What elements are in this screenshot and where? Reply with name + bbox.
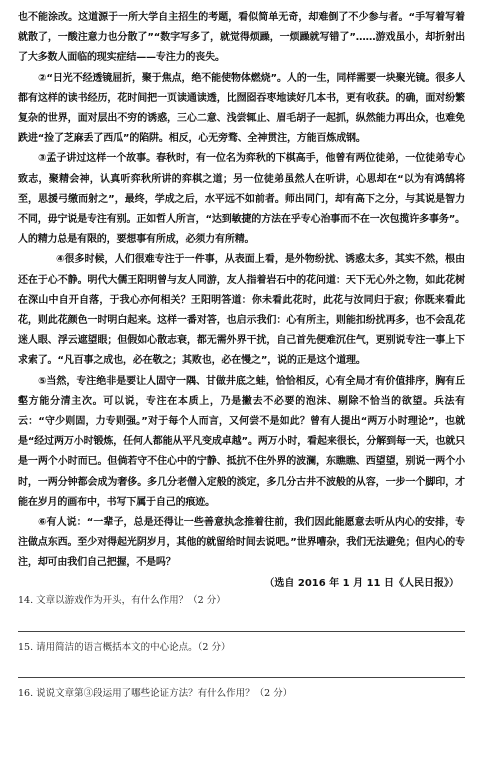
answer-line[interactable]: [18, 677, 465, 678]
question-16: 16. 说说文章第③段运用了哪些论证方法？有什么作用？（2 分）: [18, 687, 293, 699]
question-14: 14. 文章以游戏作为开头，有什么作用？（2 分）: [18, 594, 226, 606]
reading-passage: [18, 8, 465, 574]
paragraph-2: ②“日光不经透镜屈折，聚于焦点，绝不能使物体燃烧”。人的一生，同样需要一块聚光镜。很多人都有这样的读书经历，花时间把一页读通读透，比囫囵吞枣地读好几本书，更有收获。的确，面对纷繁复杂的世界，面对层出不穷的诱惑，三心二意、浅尝辄止、眉毛胡子一起抓，纵然能力再出众，也难免跌进“捡了芝麻丢了西瓜”的陷阱。相反，心无旁骛、全神贯注，方能百炼成钢。: [18, 72, 465, 145]
paragraph-3: ③孟子讲过这样一个故事。春秋时，有一位名为弈秋的下棋高手，他曾有两位徒弟，一位徒弟专心致志，聚精会神，认真听弈秋所讲的弈棋之道；另一位徒弟虽然人在听讲，心思却在“以为有鸿鹄将至，思援弓缴而射之”，最终，学成之后，水平远不如前者。师出同门，却有高下之分，与其说是智力不同，毋宁说是专注有别。正如哲人所言，“达到敏捷的方法在乎专心治事而不在一次包揽许多事务”。人的精力总是有限的，要想事有所成，必须力有所精。: [18, 153, 465, 246]
paragraph-4: ④很多时候，人们很难专注于一件事，从表面上看，是外物纷扰、诱惑太多，其实不然，根由还在于心不静。明代大儒王阳明曾与友人同游，友人指着岩石中的花问道：天下无心外之物，如此花树在深山中自开自落，于我心亦何相关？王阳明答道：你未看此花时，此花与汝同归于寂；你既来看此花，则此花颜色一时明白起来。这样一番对答，也启示我们：心有所主，则能扣纷扰再多，也不会乱花迷人眼、浮云遮望眼；但假如心散志衰，都无需外界干扰，自己首先便难沉住气，更别说专注一事上下求索了。“凡百事之成也，必在敬之；其败也，必在慢之”，说的正是这个道理。: [18, 254, 465, 367]
paragraph-5: ⑤当然，专注绝非是要让人固守一隅、甘做井底之蛙，恰恰相反，心有全局才有价值排序，胸有丘壑方能分清主次。可以说，专注在本质上，乃是撇去不必要的泡沫、剔除不恰当的欲望。兵法有云：“守少则固，力专则强。”对于每个人而言，又何尝不是如此？曾有人提出“两万小时理论”，也就是“经过两万小时锻炼，任何人都能从平凡变成卓越”。两万小时，看起来很长，分解到每一天，也就只是一两个小时而已。但倘若守不住心中的宁静、抵抗不住外界的波澜，东瞧瞧、西望望，别说一两个小时，一两分钟都会成为奢侈。多几分老僧入定般的淡定，多几分古井不波般的从容，一步一个脚印，才能在岁月的画布中，书写下属于自己的痕迹。: [18, 375, 465, 508]
article-source: （选自 2016 年 1 月 11 日《人民日报》）: [264, 577, 459, 589]
paragraph-1: 也不能涂改。这道源于一所大学自主招生的考题，看似简单无奇，却难倒了不少参与者。“手写着写着就散了，一酸注意力也分散了”“数字写多了，就觉得烦躁，一烦躁就写错了”……游戏虽小，却折射出了大多数人面临的现实症结——专注力的丧失。: [18, 12, 465, 64]
answer-line[interactable]: [18, 631, 465, 632]
question-15: 15. 请用简洁的语言概括本文的中心论点。（2 分）: [18, 641, 231, 653]
paragraph-6: ⑥有人说：“一辈子，总是还得让一些善意执念推着往前，我们因此能愿意去听从内心的安排，专注做点东西。至少对得起光阴岁月，其他的就留给时间去说吧。”世界嘈杂，我们无法避免；但内心的专注，却可由我们自己把握，不是吗？: [18, 517, 465, 569]
